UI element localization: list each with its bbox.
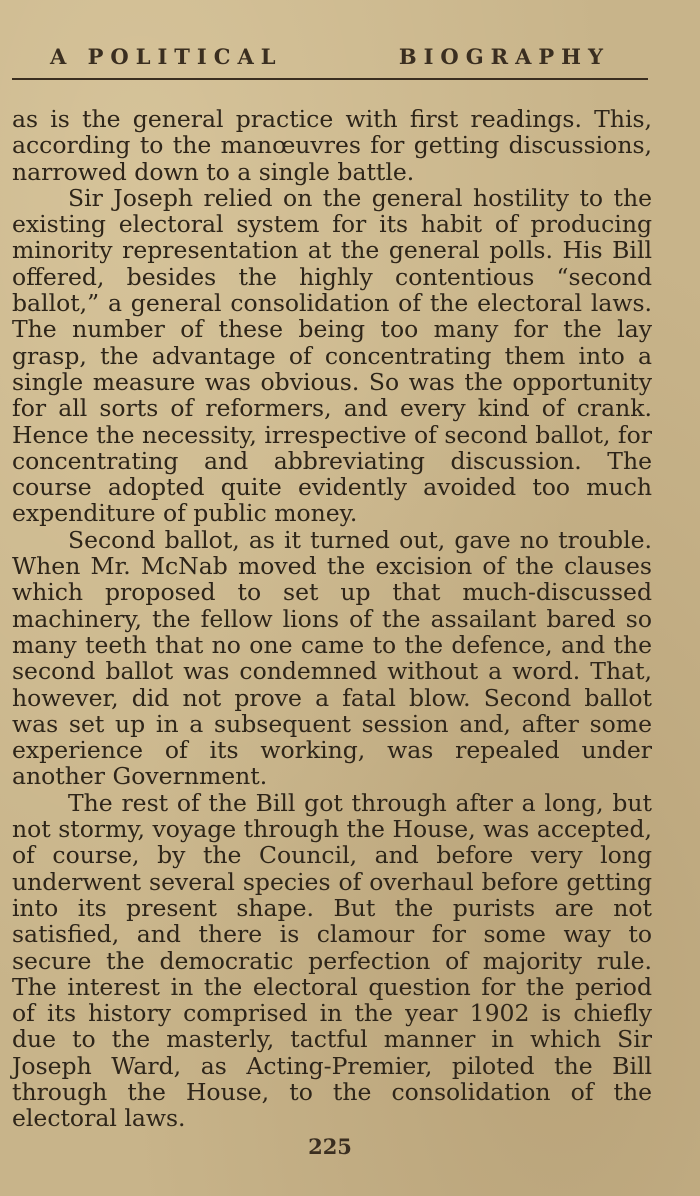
running-head: [50, 44, 610, 69]
paragraph: The rest of the Bill got through after a long, but not stormy, voyage through the House, was accepted, of course, by the Council, and before very long underwent several species of overhaul before getting into its present shape. But the purists are not satisfied, and there is clamour for some way to secure the democratic perfection of majority rule. The interest in the electoral question for the period of its history comprised in the year 1902 is chiefly due to the masterly, tactful manner in which Sir Joseph Ward, as Acting-Premier, piloted the Bill through the House, to the consolidation of the electoral laws.: [12, 788, 652, 1133]
running-head-right: BIOGRAPHY: [398, 44, 610, 69]
page-number: 225: [308, 1134, 352, 1159]
paragraph: Second ballot, as it turned out, gave no trouble. When Mr. McNab moved the excision of the clauses which proposed to set up that much-discussed machinery, the fellow lions of the assailant bared so many teeth that no one came to the defence, and the second ballot was condemned without a word. That, however, did not prove a fatal blow. Second ballot was set up in a subsequent session and, after some experience of its working, was repealed under another Government.: [12, 525, 652, 791]
running-head-left: A POLITICAL: [50, 44, 283, 69]
paragraph: as is the general practice with first readings. This, according to the manœuvres for getting discussions, narrowed down to a single battle.: [12, 105, 652, 186]
header-rule: [12, 78, 648, 80]
body-text: [12, 106, 652, 1132]
paragraph: Sir Joseph relied on the general hostility to the existing electoral system for its habit of producing minority representation at the general polls. His Bill offered, besides the highly contentious “second ballot,” a general consolidation of the electoral laws. The number of these being too many for the lay grasp, the advantage of concentrating them into a single measure was obvious. So was the opportunity for all sorts of reformers, and every kind of crank. Hence the necessity, irrespective of second ballot, for concentrating and abbreviating discussion. The course adopted quite evidently avoided too much expenditure of public money.: [12, 183, 652, 528]
